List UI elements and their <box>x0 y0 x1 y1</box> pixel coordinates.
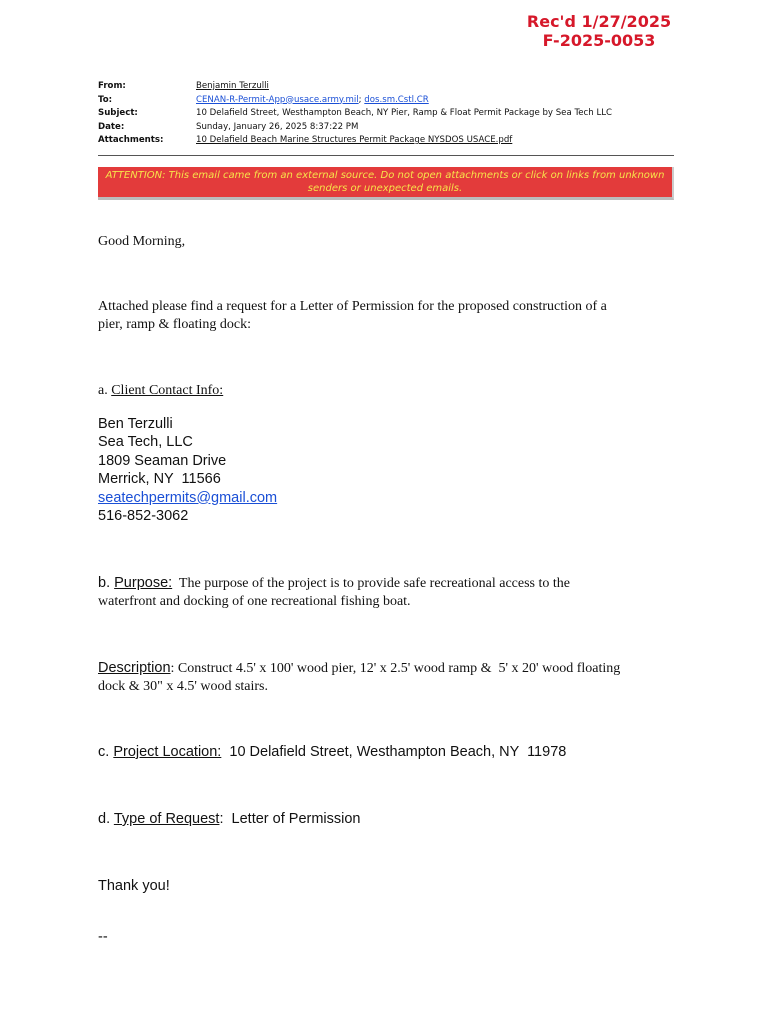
subject-label: Subject: <box>98 108 138 118</box>
section-d-title: Type of Request <box>113 811 220 827</box>
contact-city: Merrick, NY 11566 <box>98 471 221 488</box>
banner-line-2: senders or unexpected emails. <box>307 182 463 194</box>
banner-line-1: ATTENTION: This email came from an external source. Do not open attachments or click on links from unknown <box>105 170 665 181</box>
contact-email-link[interactable]: seatechpermits@gmail.com <box>98 489 278 506</box>
intro-line-2: pier, ramp & floating dock: <box>98 317 252 332</box>
section-d-request-type <box>98 810 678 828</box>
greeting: Good Morning, <box>98 234 186 249</box>
section-c-value: 10 Delafield Street, Westhampton Beach, NY 11978 <box>229 744 567 760</box>
received-stamp <box>420 12 770 50</box>
section-d-prefix: d. <box>98 811 114 827</box>
email-header <box>98 80 678 148</box>
attachments-label: Attachments: <box>98 135 164 145</box>
section-a-prefix: a. <box>98 383 112 398</box>
intro-paragraph <box>98 298 678 334</box>
to-value <box>196 94 429 108</box>
section-c-location <box>98 743 678 761</box>
contact-street: 1809 Seaman Drive <box>98 452 227 469</box>
description-title: Description <box>98 660 171 676</box>
section-b-purpose <box>98 574 678 611</box>
section-c-title: Project Location: <box>113 744 222 760</box>
section-d-value: : Letter of Permission <box>219 811 361 827</box>
from-label: From: <box>98 81 126 91</box>
client-contact-block <box>98 415 678 525</box>
section-b-text-line-1: The purpose of the project is to provide safe recreational access to the <box>178 576 570 591</box>
section-a-heading <box>98 382 678 400</box>
file-number: F-2025-0053 <box>542 31 656 50</box>
date-value: Sunday, January 26, 2025 8:37:22 PM <box>196 121 359 132</box>
date-row <box>98 121 678 135</box>
received-date: Rec'd 1/27/2025 <box>526 12 672 31</box>
description-block <box>98 659 678 696</box>
section-b-title: Purpose: <box>114 575 173 591</box>
subject-row <box>98 107 678 121</box>
header-divider <box>98 155 674 156</box>
section-c-prefix: c. <box>98 744 114 760</box>
attachment-link[interactable]: 10 Delafield Beach Marine Structures Permit Package NYSDOS USACE.pdf <box>196 135 513 145</box>
signature-separator: -- <box>98 929 108 945</box>
contact-company: Sea Tech, LLC <box>98 434 193 451</box>
to-separator: ; <box>358 94 365 105</box>
section-b-prefix: b. <box>98 575 115 591</box>
contact-phone: 516-852-3062 <box>98 508 189 525</box>
intro-line-1: Attached please find a request for a Letter of Permission for the proposed construction of a <box>98 299 607 314</box>
section-a-title: Client Contact Info: <box>111 383 224 398</box>
contact-name: Ben Terzulli <box>98 416 173 432</box>
from-row <box>98 80 678 94</box>
to-row <box>98 94 678 108</box>
from-link[interactable]: Benjamin Terzulli <box>196 81 269 91</box>
external-warning-banner <box>98 167 674 200</box>
closing-thanks: Thank you! <box>98 878 170 894</box>
description-line-2: dock & 30" x 4.5' wood stairs. <box>98 679 269 694</box>
to-label: To: <box>98 94 113 105</box>
attachments-row <box>98 134 678 148</box>
description-line-1: : Construct 4.5' x 100' wood pier, 12' x 2.5' wood ramp & 5' x 20' wood floating <box>170 661 621 676</box>
to-link-usace[interactable]: CENAN-R-Permit-App@usace.army.mil <box>196 94 359 105</box>
section-b-text-line-2: waterfront and docking of one recreational fishing boat. <box>98 594 411 609</box>
to-link-dos[interactable]: dos.sm.Cstl.CR <box>364 94 429 105</box>
subject-value: 10 Delafield Street, Westhampton Beach, NY Pier, Ramp & Float Permit Package by Sea Tech LLC <box>196 108 613 118</box>
date-label: Date: <box>98 121 125 132</box>
